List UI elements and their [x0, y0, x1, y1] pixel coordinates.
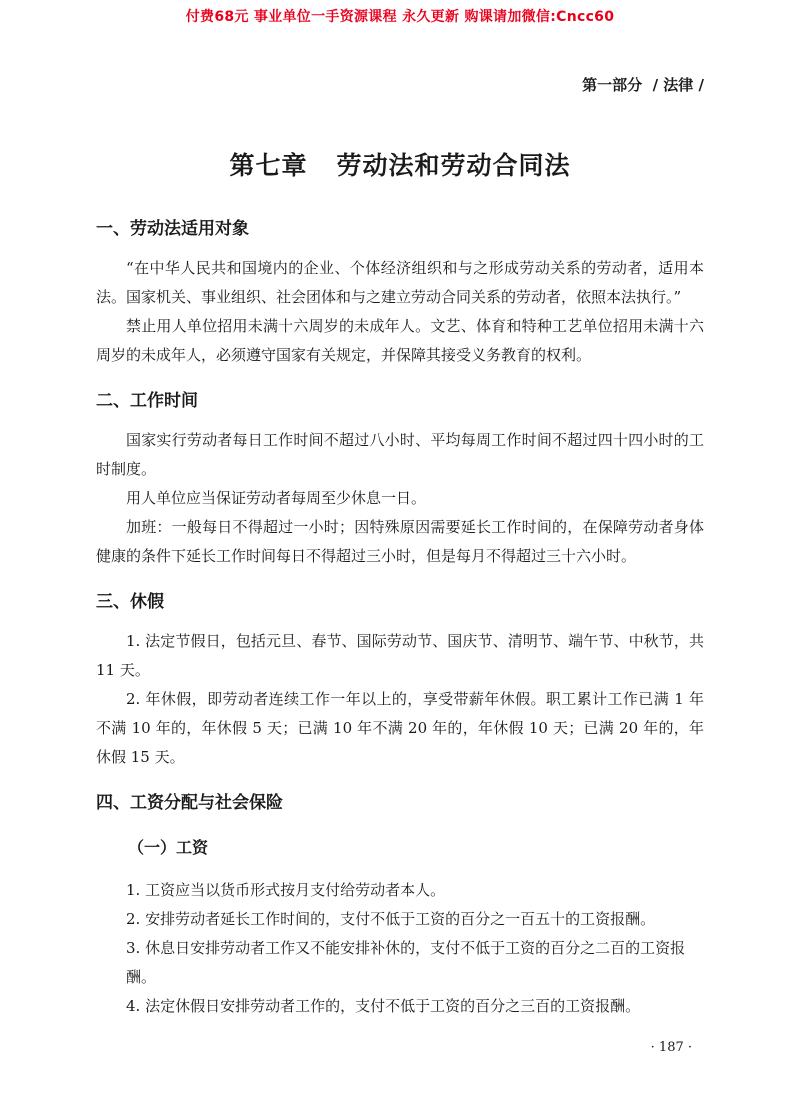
list-item: 3. 休息日安排劳动者工作又不能安排补休的，支付不低于工资的百分之二百的工资报酬。 [126, 939, 686, 986]
section-heading-leave: 三、休假 [96, 592, 164, 612]
paragraph: 用人单位应当保证劳动者每周至少休息一日。 [126, 489, 427, 507]
sub-heading-wages: （一）工资 [128, 838, 209, 857]
page-number: · 187 · [650, 1040, 692, 1055]
paragraph: 加班：一般每日不得超过一小时；因特殊原因需要延长工作时间的，在保障劳动者身体健康的条件下延长工作时间每日不得超过三小时，但是每月不得超过三十六小时。 [96, 518, 704, 565]
list-item: 4. 法定休假日安排劳动者工作的，支付不低于工资的百分之三百的工资报酬。 [126, 997, 641, 1015]
paragraph: 1. 法定节假日，包括元旦、春节、国际劳动节、国庆节、清明节、端午节、中秋节，共 11 天。 [96, 632, 704, 679]
paragraph: “在中华人民共和国境内的企业、个体经济组织和与之形成劳动关系的劳动者，适用本法。国家机关、事业组织、社会团体和与之建立劳动合同关系的劳动者，依照本法执行。” [96, 259, 704, 306]
running-head: 第一部分 / 法律 / [582, 76, 704, 94]
paragraph: 国家实行劳动者每日工作时间不超过八小时、平均每周工作时间不超过四十四小时的工时制度。 [96, 431, 704, 478]
section-heading-wages-insurance: 四、工资分配与社会保险 [96, 793, 283, 813]
section-heading-applicability: 一、劳动法适用对象 [96, 219, 249, 239]
document-body [96, 212, 704, 1021]
promo-banner: 付费68元 事业单位一手资源课程 永久更新 购课请加微信:Cncc60 [185, 9, 615, 25]
chapter-title: 第七章 劳动法和劳动合同法 [229, 151, 571, 180]
list-item: 2. 安排劳动者延长工作时间的，支付不低于工资的百分之一百五十的工资报酬。 [126, 910, 656, 928]
paragraph: 禁止用人单位招用未满十六周岁的未成年人。文艺、体育和特种工艺单位招用未满十六周岁的未成年人，必须遵守国家有关规定，并保障其接受义务教育的权利。 [96, 317, 704, 364]
paragraph: 2. 年休假，即劳动者连续工作一年以上的，享受带薪年休假。职工累计工作已满 1 年不满 10 年的，年休假 5 天；已满 10 年不满 20 年的，年休假 10 天；已满 20 年的，年休假 15 天。 [96, 690, 704, 766]
section-heading-working-hours: 二、工作时间 [96, 391, 198, 411]
list-item: 1. 工资应当以货币形式按月支付给劳动者本人。 [126, 881, 446, 899]
